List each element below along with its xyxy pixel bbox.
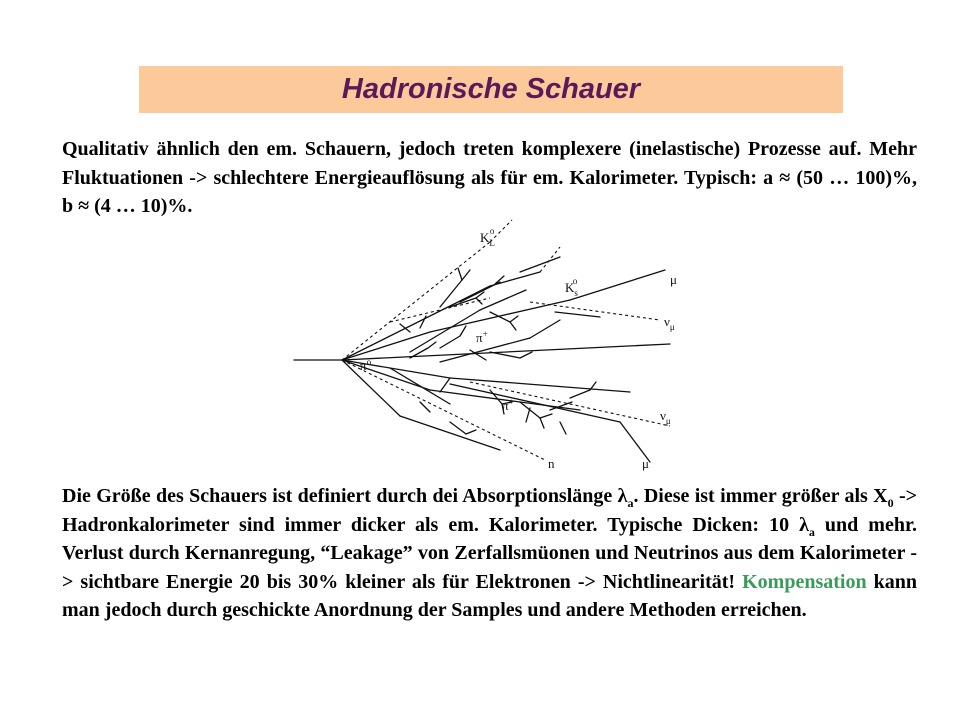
lambda-symbol: λ [799, 513, 809, 536]
neutrino-label-top: $\nu_\mu$ [664, 314, 675, 332]
neutron-label: n [548, 456, 555, 471]
muon-label-low: μ [642, 456, 649, 471]
lambda-symbol: λ [617, 485, 628, 507]
text-segment: . Diese ist immer größer als X [633, 485, 888, 507]
kaon-long-label: $K_Lo$ [480, 226, 495, 248]
hadronic-shower-diagram [290, 212, 680, 475]
title-banner [139, 66, 843, 113]
pion-plus-label: π+ [476, 329, 488, 345]
neutrino-label-low: $\nu_\mu$ [660, 408, 671, 426]
highlighted-term: Kompensation [742, 570, 867, 593]
text-segment: Die Größe des Schauers ist definiert durch dei Absorptionslänge [62, 485, 618, 507]
subscript: 0 [887, 496, 894, 510]
subscript: a [808, 524, 815, 539]
kaon-short-label: $K_so$ [565, 276, 578, 298]
pion-zero-label: $\pi^o$ [360, 357, 372, 373]
intro-paragraph: Qualitativ ähnlich den em. Schauern, jedoch treten komplexere (inelastische) Prozesse auf. Mehr Fluktuationen -> schlechtere Energieauflösung als für em. Kalorimeter. Typisch: a ≈ (50 … 100)%, b ≈ (4 … 10)%. [62, 138, 917, 217]
muon-label-top: μ [670, 272, 677, 287]
text-segment: kann man jedoch durch geschickte Anordnung der Samples und andere Methoden erreichen. [62, 570, 917, 621]
text-segment: und mehr. Verlust durch Kernanregung, “Leakage” von Zerfallsmüonen und Neutrinos aus dem Kalorimeter -> sichtbare Energie 20 bis 30% kleiner als für Elektronen -> Nichtlinearität! [62, 513, 917, 593]
body-paragraph [62, 482, 917, 625]
subscript: a [627, 496, 634, 510]
slide-title: Hadronische Schauer [341, 73, 641, 105]
pion-plus-label-low: π+ [502, 397, 514, 413]
text-segment: -> Hadronkalorimeter sind immer dicker als em. Kalorimeter. Typische Dicken: 10 [62, 485, 918, 536]
